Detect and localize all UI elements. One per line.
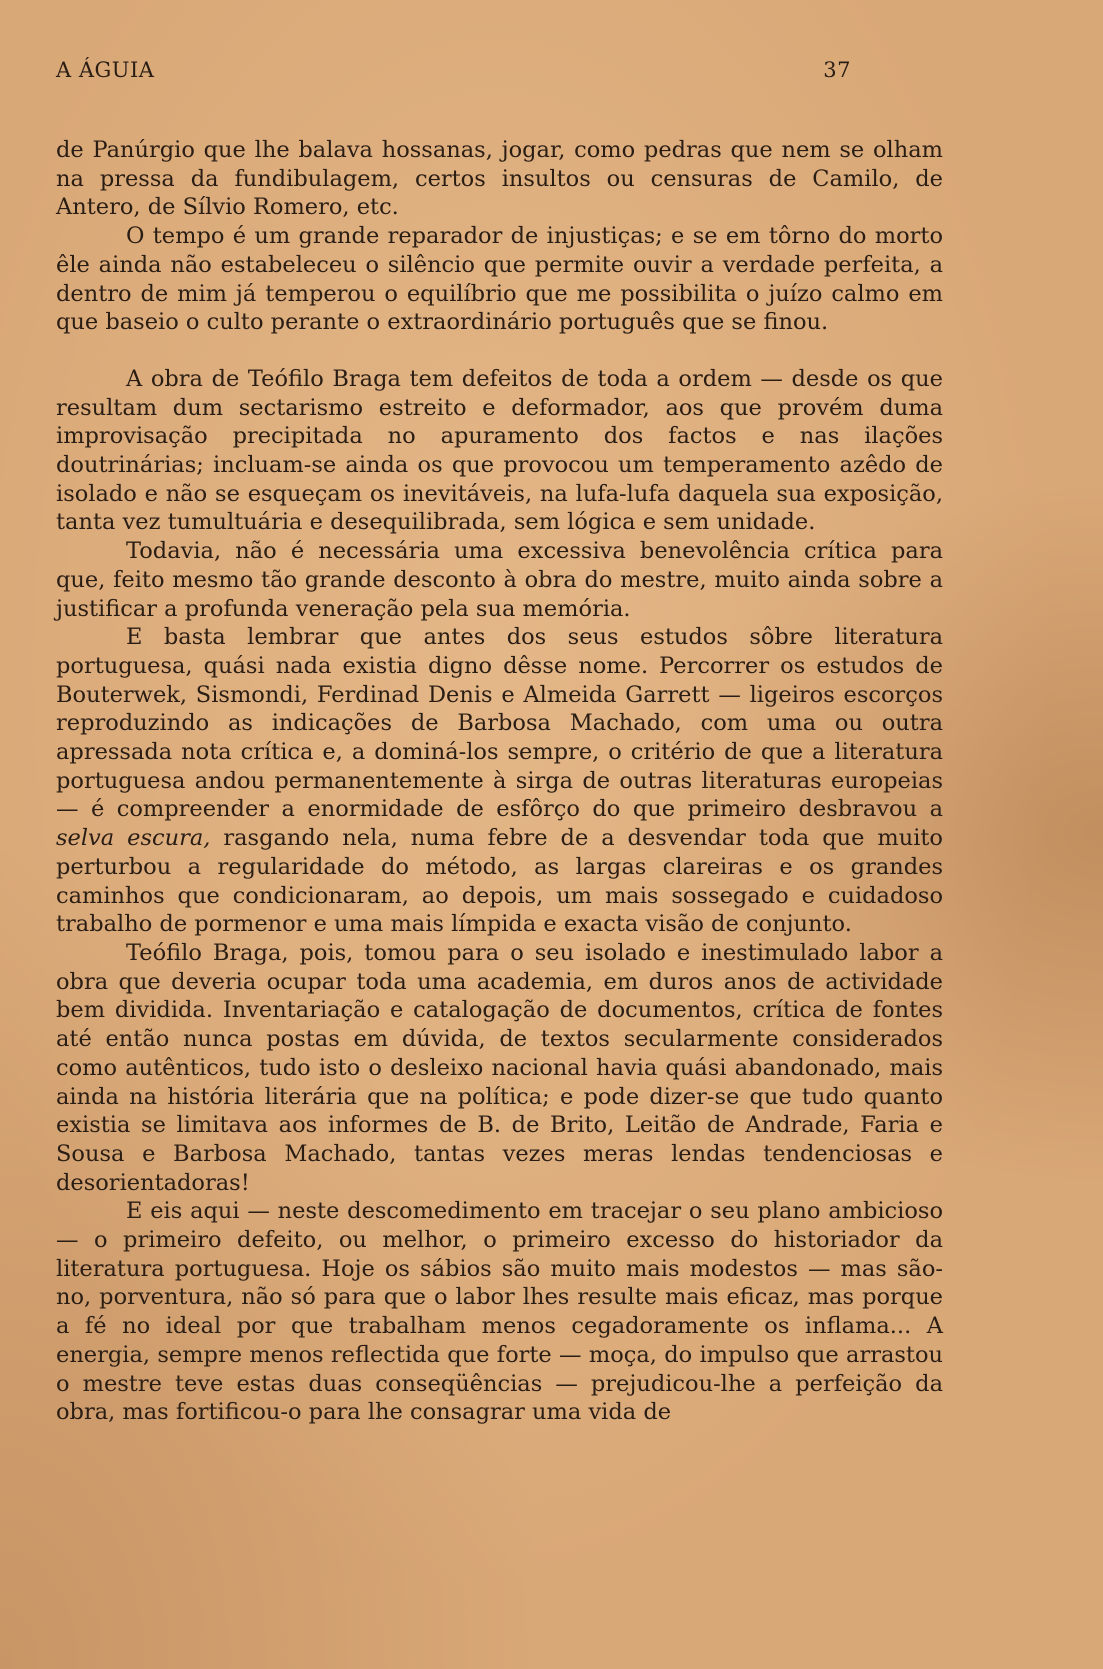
paragraph-6: Teófilo Braga, pois, tomou para o seu isolado e inestimulado labor a obra que deveria ocupar toda uma academia, em duros anos de actividade bem dividida. Inventariação e catalogação de documentos, crítica de fontes até então nunca postas em dúvida, de textos secularmente considerados como autênticos, tudo isto o desleixo nacional havia quási abandonado, mais ainda na história literária que na política; e pode dizer-se que tudo quanto existia se limitava aos informes de B. de Brito, Leitão de Andrade, Faria e Sousa e Barbosa Machado, tantas vezes meras lendas tendenciosas e desorientadoras! (56, 939, 943, 1196)
paragraph-5 (56, 623, 943, 939)
italic-phrase: selva escura, (56, 825, 211, 852)
running-header (56, 58, 943, 82)
paragraph-2: O tempo é um grande reparador de injustiças; e se em tôrno do morto êle ainda não estabeleceu o silêncio que permite ouvir a verdade perfeita, a dentro de mim já temperou o equilíbrio que me possibilita o juízo calmo em que baseio o culto perante o extraordinário português que se finou. (56, 223, 943, 336)
journal-title: A ÁGUIA (56, 58, 155, 82)
paragraph-1: de Panúrgio que lhe balava hossanas, jogar, como pedras que nem se olham na pressa da fundibulagem, certos insultos ou censuras de Camilo, de Antero, de Sílvio Romero, etc. (56, 137, 943, 221)
paragraph-3: A obra de Teófilo Braga tem defeitos de toda a ordem — desde os que resultam dum sectarismo estreito e deformador, aos que provém duma improvisação precipitada no apuramento dos factos e nas ilações doutrinárias; incluam-se ainda os que provocou um temperamento azêdo de isolado e não se esqueçam os inevitáveis, na lufa-lufa daquela sua exposição, tanta vez tumultuária e desequilibrada, sem lógica e sem unidade. (56, 365, 943, 536)
body-text (56, 136, 943, 1427)
page-number: 37 (823, 58, 851, 82)
paragraph-7: E eis aqui — neste descomedimento em tracejar o seu plano ambicioso — o primeiro defeito, ou melhor, o primeiro excesso do historiador da literatura portuguesa. Hoje os sábios são muito mais modestos — mas são-no, porventura, não só para que o labor lhes resulte mais eficaz, mas porque a fé no ideal por que trabalham menos cegadoramente os inflama... A energia, sempre menos reflectida que forte — moça, do impulso que arrastou o mestre teve estas duas conseqüências — prejudicou-lhe a perfeição da obra, mas fortificou-o para lhe consagrar uma vida de (56, 1198, 943, 1426)
paragraph-5-text: E basta lembrar que antes dos seus estudos sôbre literatura portuguesa, quási nada existia digno dêsse nome. Percorrer os estudos de Bouterwek, Sismondi, Ferdinad Denis e Almeida Garrett — ligeiros escorços reproduzindo as indicações de Barbosa Machado, com uma ou outra apressada nota crítica e, a dominá-los sempre, o critério de que a literatura portuguesa andou permanentemente à sirga de outras literaturas europeias — é compreender a enormidade de esfôrço do que primeiro desbravou a (56, 624, 943, 823)
paragraph-5-continuation: rasgando nela, numa febre de a desvendar toda que muito perturbou a regularidade do método, as largas clareiras e os grandes caminhos que condicionaram, ao depois, um mais sossegado e cuidadoso trabalho de pormenor e uma mais límpida e exacta visão de conjunto. (56, 825, 943, 938)
paragraph-4: Todavia, não é necessária uma excessiva benevolência crítica para que, feito mesmo tão grande desconto à obra do mestre, muito ainda sobre a justificar a profunda veneração pela sua memória. (56, 538, 943, 622)
